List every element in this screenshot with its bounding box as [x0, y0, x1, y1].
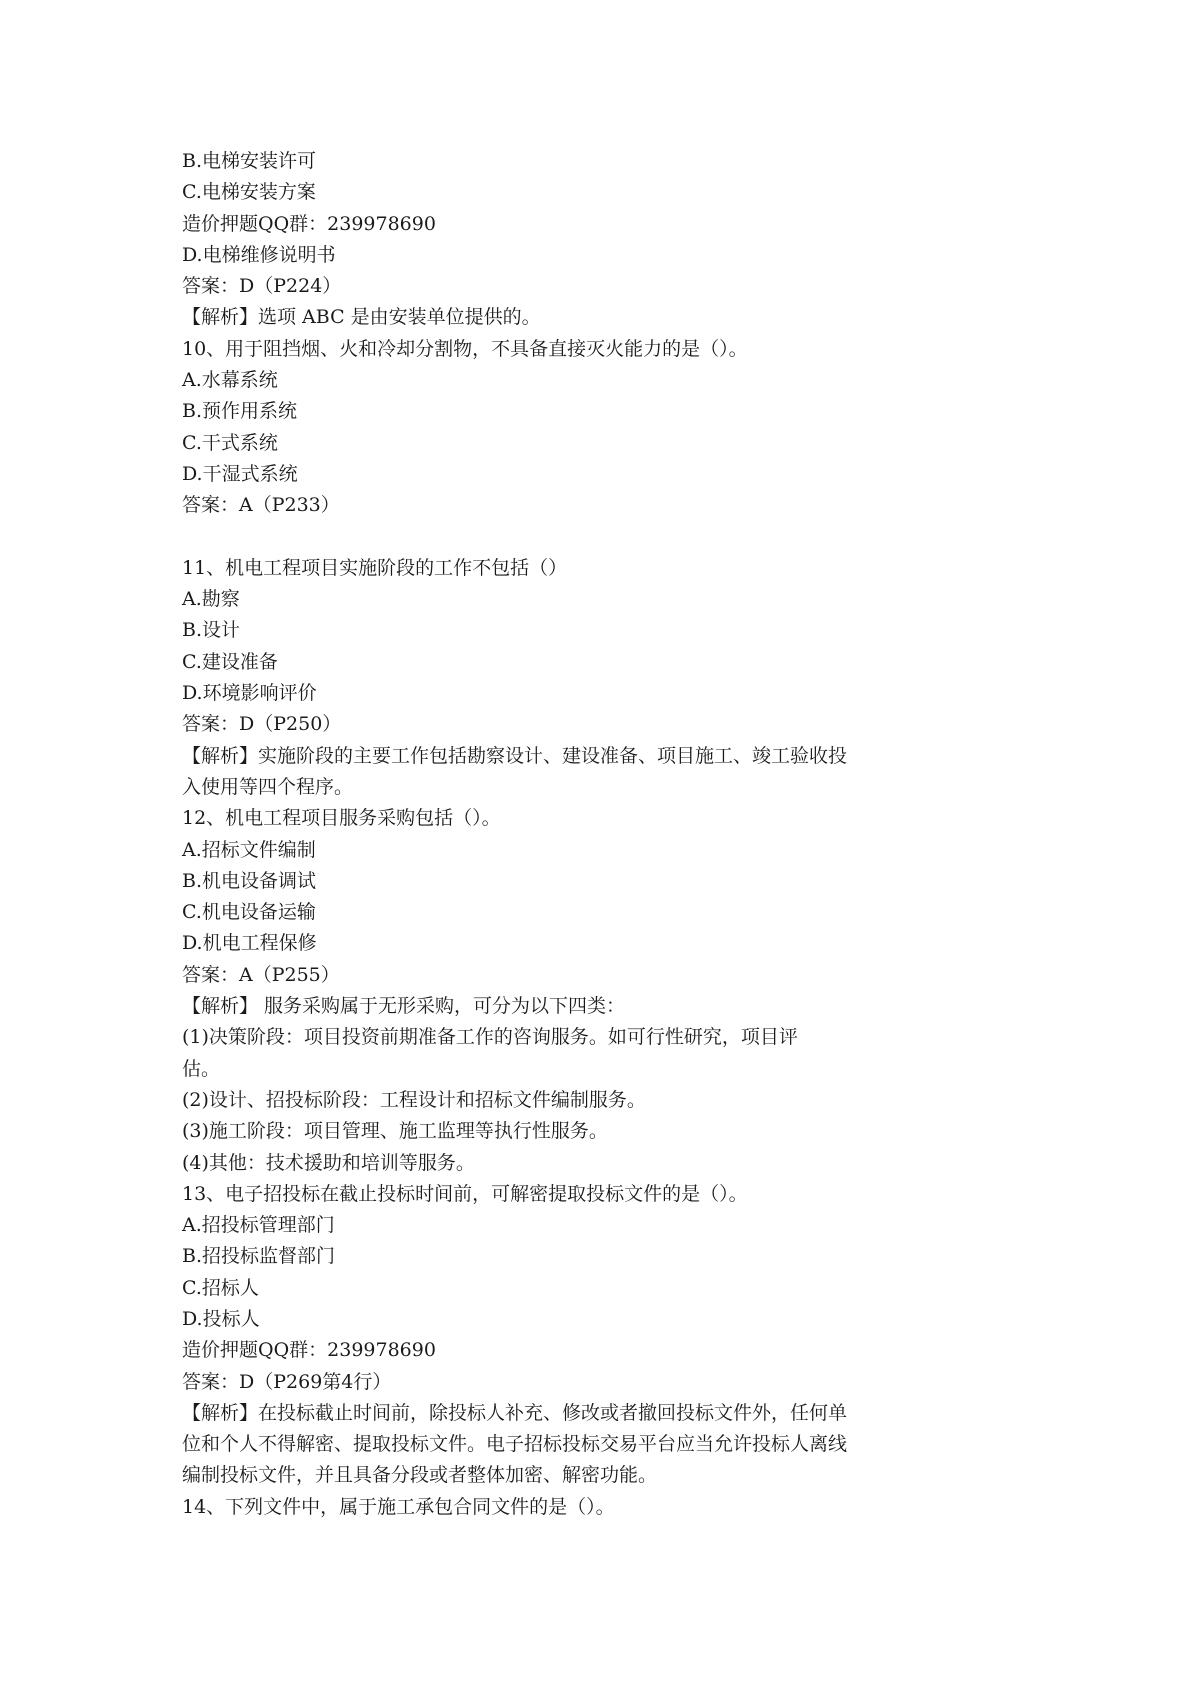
analysis-line: 【解析】在投标截止时间前，除投标人补充、修改或者撤回投标文件外，任何单	[182, 1401, 848, 1424]
question-line: 13、电子招投标在截止投标时间前，可解密提取投标文件的是（）。	[182, 1182, 748, 1205]
answer-line: 答案：A（P233）	[182, 494, 340, 517]
analysis-line: 编制投标文件，并且具备分段或者整体加密、解密功能。	[182, 1464, 658, 1487]
group-note-line: 造价押题QQ群：239978690	[182, 212, 436, 235]
option-line: C.建设准备	[182, 650, 278, 673]
option-line: D.干湿式系统	[182, 462, 298, 485]
option-line: A.招投标管理部门	[182, 1214, 335, 1237]
document-body	[182, 146, 942, 1523]
option-line: B.招投标监督部门	[182, 1245, 336, 1268]
option-line: C.招标人	[182, 1276, 259, 1299]
analysis-line: (3)施工阶段：项目管理、施工监理等执行性服务。	[182, 1120, 608, 1143]
answer-line: 答案：A（P255）	[182, 963, 340, 986]
analysis-line: 估。	[182, 1057, 221, 1080]
option-line: A.水幕系统	[182, 369, 278, 392]
option-line: C.电梯安装方案	[182, 181, 316, 204]
question-line: 10、用于阻挡烟、火和冷却分割物，不具备直接灭火能力的是（）。	[182, 337, 748, 360]
answer-line: 答案：D（P269第4行）	[182, 1370, 392, 1393]
analysis-line: (1)决策阶段：项目投资前期准备工作的咨询服务。如可行性研究，项目评	[182, 1026, 798, 1049]
option-line: D.投标人	[182, 1307, 260, 1330]
question-line: 14、下列文件中，属于施工承包合同文件的是（）。	[182, 1495, 615, 1518]
analysis-line: 【解析】实施阶段的主要工作包括勘察设计、建设准备、项目施工、竣工验收投	[182, 744, 848, 767]
question-line: 11、机电工程项目实施阶段的工作不包括（）	[182, 556, 568, 579]
answer-line: 答案：D（P224）	[182, 275, 342, 298]
option-line: B.电梯安装许可	[182, 150, 317, 172]
analysis-line: (2)设计、招投标阶段：工程设计和招标文件编制服务。	[182, 1088, 646, 1111]
option-line: B.预作用系统	[182, 400, 298, 423]
analysis-line: 【解析】 服务采购属于无形采购，可分为以下四类：	[182, 995, 626, 1018]
option-line: D.环境影响评价	[182, 682, 317, 705]
question-line: 12、机电工程项目服务采购包括（）。	[182, 807, 501, 830]
answer-line: 答案：D（P250）	[182, 713, 342, 736]
option-line: D.机电工程保修	[182, 932, 317, 955]
option-line: C.干式系统	[182, 431, 278, 454]
option-line: A.勘察	[182, 588, 240, 611]
option-line: A.招标文件编制	[182, 838, 316, 861]
analysis-line: (4)其他：技术援助和培训等服务。	[182, 1151, 475, 1174]
option-line: B.机电设备调试	[182, 869, 317, 892]
analysis-line: 【解析】选项 ABC 是由安装单位提供的。	[182, 306, 541, 329]
analysis-line: 位和个人不得解密、提取投标文件。电子招标投标交易平台应当允许投标人离线	[182, 1433, 848, 1456]
group-note-line: 造价押题QQ群：239978690	[182, 1339, 436, 1362]
option-line: D.电梯维修说明书	[182, 243, 336, 266]
option-line: C.机电设备运输	[182, 901, 316, 924]
analysis-line: 入使用等四个程序。	[182, 775, 354, 798]
blank-line	[182, 522, 942, 553]
option-line: B.设计	[182, 619, 241, 642]
